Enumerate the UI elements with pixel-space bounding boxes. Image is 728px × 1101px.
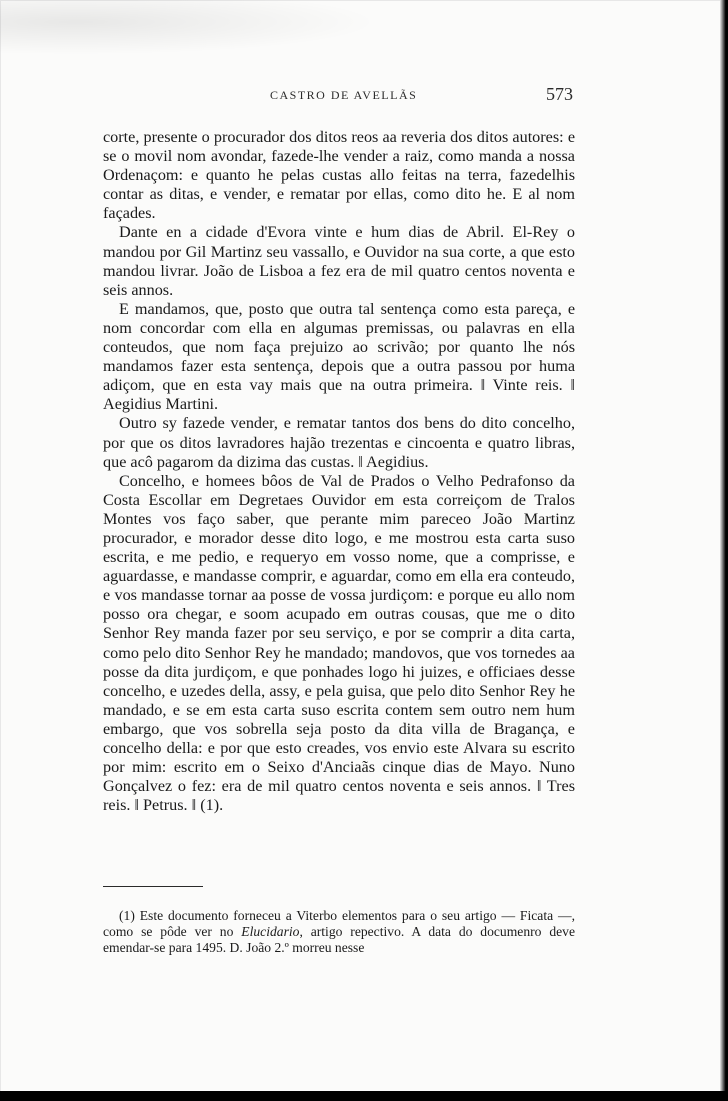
footnote-1 [103,908,575,956]
page-header [0,86,728,110]
page-number: 573 [546,84,573,104]
footnote-1-text-a: (1) Este documento forneceu a Viterbo elementos para o seu artigo — Ficata —, como se pôde ver no [103,908,575,940]
footnote-divider [103,886,203,887]
paragraph-4: Outro sy fazede vender, e rematar tantos dos bens do dito concelho, por que os ditos lavradores hajão trezentas e cincoenta e quatro libras, que acô pagarom da dizima das custas. ‖ Aegidius. [103,414,575,471]
footnote-1-italic: Elucidario [241,924,300,940]
footnotes [103,908,575,956]
scan-edge [720,0,728,1101]
paragraph-3: E mandamos, que, posto que outra tal sentença como esta pareça, e nom concordar com ella en algumas premissas, ou palavras en ella conteudos, que nom faça prejuizo ao scrivão; por quanto lhe nós mandamos fazer esta sentença, depois que a outra passou por huma adiçom, que en esta vay mais que na outra primeira. ‖ Vinte reis. ‖ Aegidius Martini. [103,299,575,414]
paragraph-1: corte, presente o procurador dos ditos reos aa reveria dos ditos autores: e se o movil nom avondar, fazede-lhe vender a raiz, como manda a nossa Ordenaçom: e quanto he pelas custas allo feitas na terra, fazedelhis contar as ditas, e vender, e rematar por ellas, como dito he. E al nom façades. [103,128,575,223]
running-head: CASTRO DE AVELLÃS [270,88,418,102]
paragraph-5: Concelho, e homees bôos de Val de Prados o Velho Pedrafonso da Costa Escollar em Degretaes Ouvidor em esta correiçom de Tralos Montes vos faço saber, que perante mim pareceo João Martinz procurador, e morador desse dito logo, e me mostrou esta carta suso escrita, e me pedio, e requeryo em vosso nome, que a comprisse, e aguardasse, e mandasse comprir, e aguardar, como em ella era conteudo, e vos mandasse tornar aa posse de vossa jurdiçom: e porque eu allo nom posso ora chegar, e soom acupado em outras cousas, que me o dito Senhor Rey manda fazer por seu serviço, e por se comprir a dita carta, como pelo dito Senhor Rey he mandado; mandovos, que vos tornedes aa posse da dita jurdiçom, e que ponhades logo hi juizes, e officiaes desse concelho, e uzedes della, assy, e pela guisa, que pelo dito Senhor Rey he mandado, e se em esta carta suso escrita contem sem outro nem hum embargo, que vos sobrella seja posto da dita villa de Bragança, e concelho della: e por que esto creades, vos envio este Alvara su escrito por mim: escrito em o Seixo d'Anciaãs cinque dias de Mayo. Nuno Gonçalvez o fez: era de mil quatro centos noventa e seis annos. ‖ Tres reis. ‖ Petrus. ‖ (1). [103,471,575,815]
paragraph-2: Dante en a cidade d'Evora vinte e hum dias de Abril. El-Rey o mandou por Gil Martinz seu vassallo, e Ouvidor na sua corte, a que esto mandou livrar. João de Lisboa a fez era de mil quatro centos noventa e seis annos. [103,223,575,299]
main-text [103,128,575,815]
scan-smudge [0,0,380,55]
scan-bottom-edge [0,1091,728,1101]
footnote-1-text-b: , artigo repectivo. A data do documenro deve emendar-se para 1495. D. João 2.º morreu nesse [103,924,575,956]
